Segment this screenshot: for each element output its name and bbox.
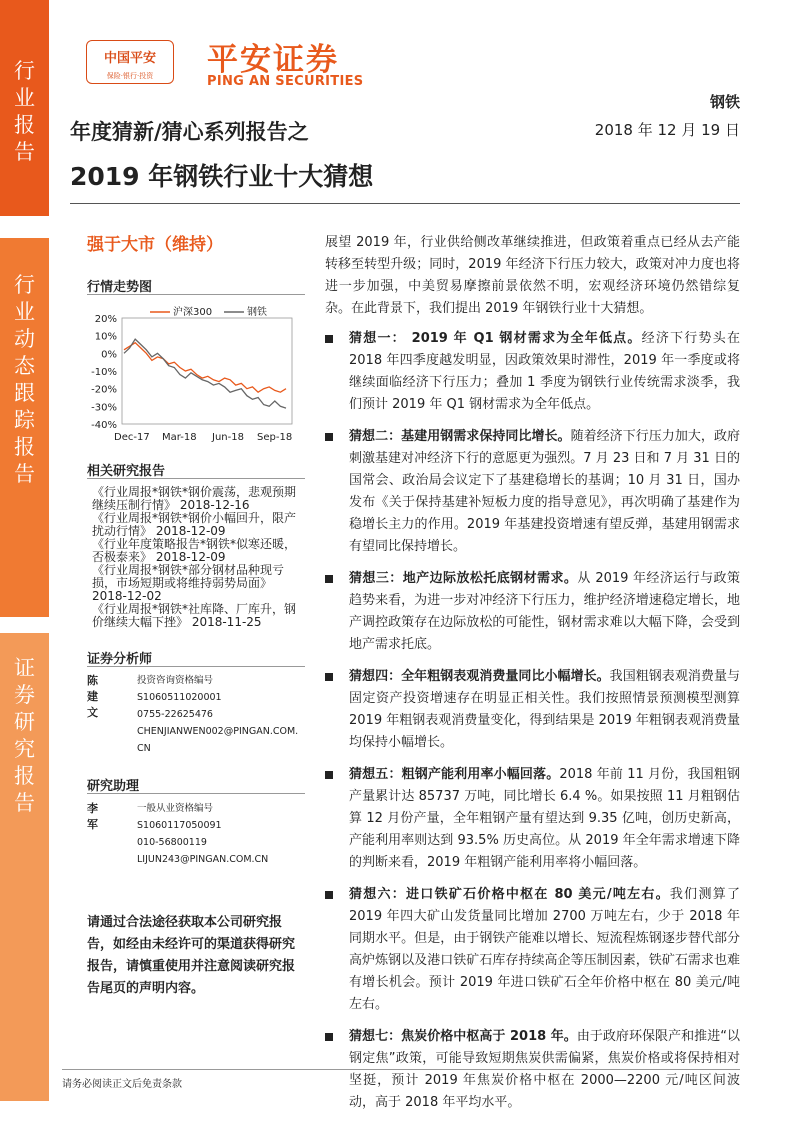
- y-tick-label: -30%: [91, 402, 117, 414]
- sidebar-char: 报: [14, 764, 35, 788]
- sidebar-char: 告: [14, 791, 35, 815]
- sidebar-char: 态: [14, 354, 35, 378]
- header-divider: [70, 203, 740, 204]
- report-title: 2019 年钢铁行业十大猜想: [70, 162, 374, 191]
- legal-notice: 请通过合法途径获取本公司研究报告，如经由未经许可的渠道获得研究报告，请慎重使用并注意阅读研究报告尾页的声明内容。: [87, 915, 296, 996]
- square-bullet-icon: [325, 673, 333, 681]
- conjecture-body: 我国粗钢表观消费量与固定资产投资增速存在明显正相关性。我们按照情景预测模型测算 2019 年粗钢表观消费量变化，得到结果是 2019 年粗钢表观消费量均保持小幅增长。: [349, 669, 740, 750]
- assistant-info-line: LIJUN243@PINGAN.COM.CN: [137, 854, 269, 865]
- pingan-group-logo: [86, 40, 174, 84]
- related-report-item[interactable]: 《行业周报*钢铁*钢价小幅回升，限产扰动行情》 2018-12-09: [92, 511, 297, 538]
- report-body: [325, 232, 740, 1124]
- conjecture-item: [325, 568, 740, 656]
- logo-tagline: 保险·银行·投资: [106, 72, 154, 80]
- y-tick-label: -20%: [91, 384, 117, 396]
- industry-label: 钢铁: [709, 93, 740, 111]
- series-line-0: [124, 343, 286, 393]
- x-tick-label: Jun-18: [212, 432, 244, 443]
- conjecture-item: [325, 884, 740, 1016]
- analyst-section-divider: [87, 666, 305, 667]
- related-report-item[interactable]: 《行业年度策略报告*钢铁*似寒还暖，否极泰来》 2018-12-09: [92, 537, 297, 564]
- conjecture-heading: 猜想四：全年粗钢表观消费量同比小幅增长。: [349, 669, 610, 684]
- footer-divider: [62, 1069, 740, 1070]
- chart-plot-frame: [122, 318, 292, 424]
- analyst-section-title: 证券分析师: [87, 652, 153, 667]
- analyst-info-line: 投资咨询资格编号: [137, 675, 214, 686]
- sidebar-char: 研: [14, 710, 35, 734]
- sidebar-block-report-type: [0, 0, 49, 216]
- conjecture-heading: 猜想二：基建用钢需求保持同比增长。: [349, 429, 571, 444]
- conjecture-item: [325, 1026, 740, 1114]
- sidebar-char: 券: [14, 683, 35, 707]
- report-date: 2018 年 12 月 19 日: [594, 121, 740, 139]
- square-bullet-icon: [325, 891, 333, 899]
- y-tick-label: 10%: [94, 331, 117, 343]
- x-tick-label: Sep-18: [257, 432, 293, 443]
- conjecture-body: 从 2019 年经济运行与政策趋势来看，为进一步对冲经济下行压力，维护经济增速稳定增长，地产调控政策存在边际放松的可能性，钢材需求难以大幅下降，会受到地产需求托底。: [349, 571, 740, 652]
- sidebar-char: 报: [14, 113, 35, 137]
- brand-name-en: PING AN SECURITIES: [207, 74, 364, 89]
- sidebar-char: 告: [14, 462, 35, 486]
- sidebar-char: 踪: [14, 408, 35, 432]
- market-trend-chart: [80, 300, 300, 448]
- conjecture-item: [325, 764, 740, 874]
- analyst-info-line: 0755-22625476: [137, 709, 213, 720]
- sidebar-char: 行: [14, 59, 35, 83]
- sidebar-char: 行: [14, 273, 35, 297]
- footer-disclaimer: 请务必阅读正文后免责条款: [62, 1079, 182, 1090]
- x-tick-label: Dec-17: [114, 432, 150, 443]
- square-bullet-icon: [325, 335, 333, 343]
- y-tick-label: 20%: [94, 314, 117, 325]
- related-report-item[interactable]: 《行业周报*钢铁*钢价震荡，悲观预期继续压制行情》 2018-12-16: [92, 485, 297, 512]
- series-title: 年度猜新/猜心系列报告之: [70, 120, 309, 144]
- assistant-info-line: 010-56800119: [137, 837, 207, 848]
- square-bullet-icon: [325, 771, 333, 779]
- analyst-info-line: S1060511020001: [137, 692, 222, 703]
- sidebar-block-report-category: [0, 238, 49, 617]
- assistant-name: 李军: [87, 802, 98, 831]
- related-report-item[interactable]: 《行业周报*钢铁*部分钢材品种现亏损，市场短期或将维持弱势局面》 2018-12-02: [92, 563, 285, 603]
- assistant-section-divider: [87, 793, 305, 794]
- related-reports-title: 相关研究报告: [87, 464, 166, 479]
- intro-paragraph: 展望 2019 年，行业供给侧改革继续推进，但政策着重点已经从去产能转移至转型升级；同时，2019 年经济下行压力较大，政策对冲力度也将进一步加强，中美贸易摩擦前景依然不明，宏观经济环境仍然错综复杂。在此背景下，我们提出 2019 年钢铁行业十大猜想。: [325, 235, 740, 316]
- series-line-1: [124, 339, 286, 408]
- y-tick-label: 0%: [101, 349, 117, 361]
- sidebar-char: 动: [14, 327, 35, 351]
- conjecture-heading: 猜想一： 2019 年 Q1 钢材需求为全年低点。: [349, 331, 642, 346]
- square-bullet-icon: [325, 1033, 333, 1041]
- assistant-info: [137, 800, 307, 868]
- analyst-info-line: CN: [137, 743, 151, 754]
- square-bullet-icon: [325, 433, 333, 441]
- y-tick-label: -40%: [91, 420, 117, 431]
- sidebar-char: 报: [14, 435, 35, 459]
- legend-label: 沪深300: [173, 307, 213, 318]
- assistant-info-line: S1060117050091: [137, 820, 222, 831]
- analyst-name: 陈建文: [87, 674, 98, 719]
- related-reports-list: [92, 486, 304, 629]
- conjecture-item: [325, 426, 740, 558]
- rating: 强于大市（维持）: [87, 235, 223, 255]
- conjecture-body: 随着经济下行压力加大，政府刺激基建对冲经济下行的意愿更为强烈。7 月 23 日和 7 月 31 日的国常会、政治局会议定下了基建稳增长的基调；10 月 31 日，国办发布《关于保持基建补短板力度的指导意见》，再次明确了基建作为稳增长主力的作用。2019 年基建投资增速有望反弹，基建用钢需求有望同比保持增长。: [349, 429, 740, 554]
- x-tick-label: Mar-18: [162, 432, 197, 443]
- sidebar-block-securities-research: [0, 633, 49, 1101]
- conjecture-item: [325, 328, 740, 416]
- assistant-info-line: 一般从业资格编号: [137, 803, 214, 814]
- conjecture-body: 2018 年前 11 月份，我国粗钢产量累计达 85737 万吨，同比增长 6.4 %。如果按照 11 月粗钢估算 12 月份产量，全年粗钢产量有望达到 9.35 亿吨，创历史新高，产能利用率则达到 93.5% 历史高位。从 2019 年全年需求增速下降的判断来看，2019 年粗钢产能利用率将小幅回落。: [349, 767, 740, 870]
- assistant-section-title: 研究助理: [87, 779, 140, 794]
- sidebar-char: 告: [14, 140, 35, 164]
- sidebar-char: 究: [14, 737, 35, 761]
- conjecture-heading: 猜想七：焦炭价格中枢高于 2018 年。: [349, 1029, 577, 1044]
- conjecture-heading: 猜想六：进口铁矿石价格中枢在 80 美元/吨左右。: [349, 887, 670, 902]
- y-tick-label: -10%: [91, 367, 117, 378]
- conjecture-body: 由于政府环保限产和推进“以钢定焦”政策，可能导致短期焦炭供需偏紧，焦炭价格或将保持相对坚挺，预计 2019 年焦炭价格中枢在 2000—2200 元/吨区间波动，高于 2018 年平均水平。: [349, 1029, 740, 1110]
- sidebar-char: 证: [14, 656, 35, 680]
- conjecture-heading: 猜想三：地产边际放松托底钢材需求。: [349, 571, 578, 586]
- conjecture-body: 经济下行势头在 2018 年四季度越发明显，因政策效果时滞性，2019 年一季度或将继续面临经济下行压力；叠加 1 季度为钢铁行业传统需求淡季，我们预计 2019 年 Q1 钢材需求为全年低点。: [349, 331, 740, 412]
- analyst-info-line: CHENJIANWEN002@PINGAN.COM.: [137, 726, 299, 737]
- logo-name: 中国平安: [103, 51, 156, 66]
- brand-name-cn: 平安证券: [207, 42, 339, 78]
- related-report-item[interactable]: 《行业周报*钢铁*社库降、厂库升，钢价继续大幅下挫》 2018-11-25: [92, 602, 297, 629]
- conjecture-body: 我们测算了 2019 年四大矿山发货量同比增加 2700 万吨左右，少于 2018 年同期水平。但是，由于钢铁产能难以增长、短流程炼钢逐步替代部分高炉炼钢以及港口铁矿石库存持续高企等压制因素，铁矿石需求也难有增长机会。预计 2019 年进口铁矿石全年价格中枢在 80 美元/吨左右。: [349, 887, 740, 1012]
- square-bullet-icon: [325, 575, 333, 583]
- sidebar-char: 跟: [14, 381, 35, 405]
- conjecture-heading: 猜想五：粗钢产能利用率小幅回落。: [349, 767, 560, 782]
- sidebar-char: 业: [14, 300, 35, 324]
- related-reports-divider: [87, 478, 305, 479]
- chart-section-title: 行情走势图: [87, 280, 153, 295]
- legend-label: 钢铁: [247, 307, 267, 318]
- sidebar-char: 业: [14, 86, 35, 110]
- analyst-info: [137, 672, 307, 757]
- chart-section-divider: [87, 294, 305, 295]
- conjecture-item: [325, 666, 740, 754]
